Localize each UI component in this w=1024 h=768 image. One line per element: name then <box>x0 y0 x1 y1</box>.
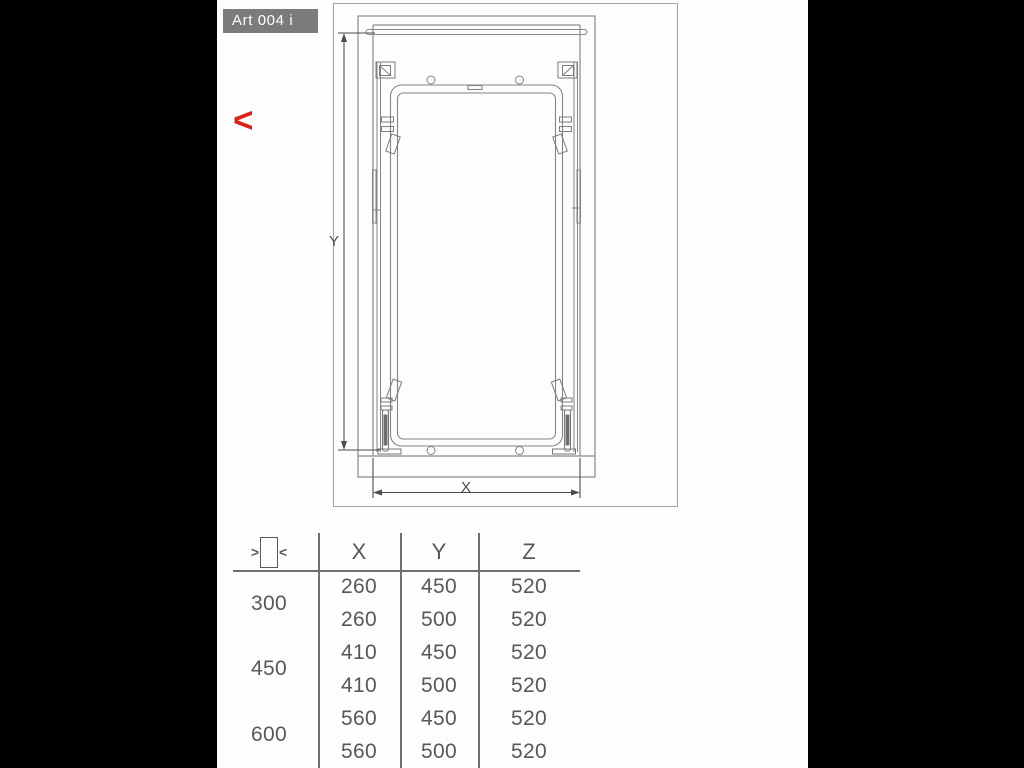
y-dimension-label: Y <box>329 233 340 250</box>
dimension-spec-table <box>220 533 580 768</box>
screw-holes <box>427 76 524 455</box>
cell-y: 500 <box>421 739 457 763</box>
column-header-x: X <box>351 539 367 564</box>
frame-tube <box>391 85 563 446</box>
cell-y: 450 <box>421 641 457 665</box>
cell-z: 520 <box>511 673 547 697</box>
cell-z: 520 <box>511 641 547 665</box>
cell-x: 560 <box>341 706 377 730</box>
y-dimension-line <box>338 33 380 450</box>
x-dimension-line <box>373 458 580 498</box>
cell-z: 520 <box>511 706 547 730</box>
cell-z: 520 <box>511 739 547 763</box>
group-label-600: 600 <box>251 723 287 747</box>
group-label-450: 450 <box>251 657 287 681</box>
top-rail-bar <box>366 30 587 35</box>
cell-z: 520 <box>511 575 547 599</box>
cabinet-width-icon <box>251 537 287 568</box>
cell-x: 410 <box>341 673 377 697</box>
group-label-300: 300 <box>251 591 287 615</box>
column-header-y: Y <box>431 539 447 564</box>
cell-x: 260 <box>341 608 377 632</box>
cell-y: 500 <box>421 673 457 697</box>
cell-x: 560 <box>341 739 377 763</box>
frame-side-rails <box>373 62 581 452</box>
mounting-clips <box>381 117 572 410</box>
article-code-badge: Art 004 i <box>223 9 318 33</box>
x-dimension-label: X <box>461 479 472 496</box>
cell-z: 520 <box>511 608 547 632</box>
corner-brackets <box>376 62 577 78</box>
bottom-brackets <box>378 410 576 454</box>
red-left-chevron-icon: < <box>233 101 254 140</box>
technical-drawing <box>328 0 684 512</box>
cabinet-symbol <box>260 537 278 568</box>
column-header-z: Z <box>522 539 536 564</box>
arrow-left-icon: < <box>279 544 288 560</box>
arrow-right-icon: > <box>250 544 259 560</box>
cell-x: 410 <box>341 641 377 665</box>
cell-x: 260 <box>341 575 377 599</box>
cell-y: 450 <box>421 706 457 730</box>
cell-y: 500 <box>421 608 457 632</box>
cell-y: 450 <box>421 575 457 599</box>
